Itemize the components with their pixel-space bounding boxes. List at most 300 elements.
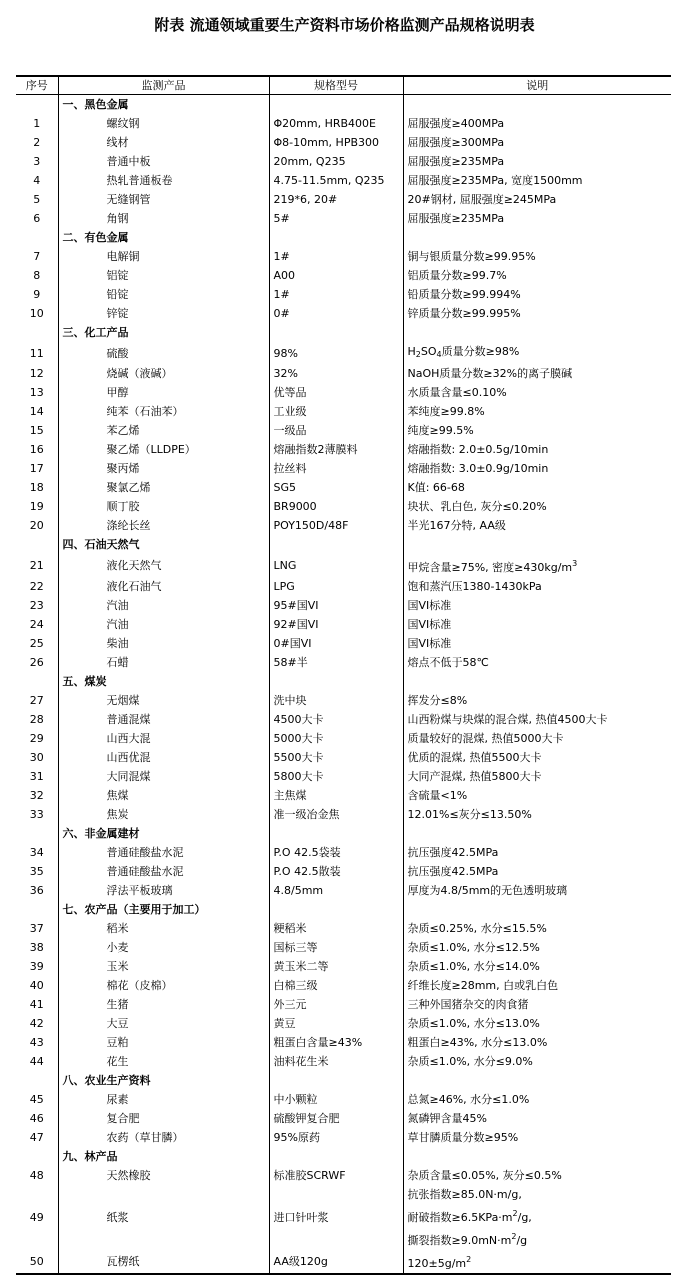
row-number: 25 xyxy=(29,637,44,650)
table-row xyxy=(16,209,671,228)
row-number: 43 xyxy=(29,1036,44,1049)
row-desc: NaOH质量分数≥32%的离子膜碱 xyxy=(403,364,671,383)
category-row xyxy=(16,900,671,919)
row-desc xyxy=(403,323,671,342)
desc-line: 撕裂指数$\ge 9.0mN\cdot m^2/g$ xyxy=(407,1232,528,1247)
table-row xyxy=(16,729,671,748)
table-row xyxy=(16,133,671,152)
row-product: 普通硅酸盐水泥 xyxy=(58,862,269,881)
row-spec xyxy=(269,672,403,691)
row-product: 角钢 xyxy=(58,209,269,228)
table-row xyxy=(16,383,671,402)
row-number: 50 xyxy=(16,1250,58,1274)
row-number: 49 xyxy=(29,1211,44,1224)
category-row xyxy=(16,323,671,342)
row-number: 30 xyxy=(29,751,44,764)
row-desc: 铜与银质量分数≥99.95% xyxy=(403,247,671,266)
table-row xyxy=(16,1128,671,1147)
row-product: 涤纶长丝 xyxy=(58,516,269,535)
header-row xyxy=(16,76,671,95)
category-row xyxy=(16,824,671,843)
table-row xyxy=(16,1166,671,1185)
row-spec: 58#半 xyxy=(269,653,403,672)
row-spec: LPG xyxy=(269,577,403,596)
row-desc: 总氮≥46%, 水分≤1.0% xyxy=(403,1090,671,1109)
row-number: 46 xyxy=(29,1112,44,1125)
row-number: 47 xyxy=(29,1131,44,1144)
row-number: 10 xyxy=(29,307,44,320)
row-spec: 219*6, 20# xyxy=(269,190,403,209)
row-product: 无烟煤 xyxy=(58,691,269,710)
row-product: 尿素 xyxy=(58,1090,269,1109)
row-number: 6 xyxy=(33,212,41,225)
row-spec: 粳稻米 xyxy=(269,919,403,938)
row-number: 29 xyxy=(29,732,44,745)
row-product: 线材 xyxy=(58,133,269,152)
header-product: 监测产品 xyxy=(58,76,269,95)
row-spec: 98% xyxy=(269,342,403,364)
row-desc: K值: 66-68 xyxy=(403,478,671,497)
row-number: 20 xyxy=(29,519,44,532)
row-desc: 块状、乳白色, 灰分≤0.20% xyxy=(403,497,671,516)
row-desc: 水质量含量≤0.10% xyxy=(403,383,671,402)
row-product: 豆粕 xyxy=(58,1033,269,1052)
row-number: 4 xyxy=(33,174,41,187)
table-row xyxy=(16,843,671,862)
row-product: 稻米 xyxy=(58,919,269,938)
row-desc: 纯度≥99.5% xyxy=(403,421,671,440)
row-desc: 熔融指数: 3.0±0.9g/10min xyxy=(403,459,671,478)
row-desc xyxy=(403,1071,671,1090)
row-spec xyxy=(269,228,403,247)
row-desc: 20#钢材, 屈服强度≥245MPa xyxy=(403,190,671,209)
row-spec: 92#国VI xyxy=(269,615,403,634)
row-desc: $120\pm 5g/m^2$ xyxy=(403,1250,671,1274)
row-desc: 杂质≤1.0%, 水分≤12.5% xyxy=(403,938,671,957)
row-number xyxy=(16,323,58,342)
row-number: 38 xyxy=(29,941,44,954)
row-product: 硫酸 xyxy=(58,342,269,364)
row-spec: 粗蛋白含量≥43% xyxy=(269,1033,403,1052)
row-number xyxy=(16,535,58,554)
category-row xyxy=(16,95,671,115)
row-desc: 国VI标准 xyxy=(403,634,671,653)
row-product: 锌锭 xyxy=(58,304,269,323)
row-desc: 杂质≤1.0%, 水分≤9.0% xyxy=(403,1052,671,1071)
table-row xyxy=(16,919,671,938)
row-product: 大同混煤 xyxy=(58,767,269,786)
row-desc: 屈服强度≥235MPa xyxy=(403,152,671,171)
row-number: 21 xyxy=(29,559,44,572)
row-spec: 黄豆 xyxy=(269,1014,403,1033)
row-desc xyxy=(403,1185,671,1250)
row-desc: 屈服强度≥235MPa, 宽度1500mm xyxy=(403,171,671,190)
row-product: 聚乙烯（LLDPE） xyxy=(58,440,269,459)
row-spec: 1# xyxy=(269,285,403,304)
table-row xyxy=(16,976,671,995)
category-label: 七、农产品（主要用于加工） xyxy=(58,900,269,919)
row-number: 12 xyxy=(29,367,44,380)
table-row xyxy=(16,805,671,824)
row-number xyxy=(16,672,58,691)
row-product: 焦炭 xyxy=(58,805,269,824)
table-row xyxy=(16,596,671,615)
row-spec: 油料花生米 xyxy=(269,1052,403,1071)
row-number: 15 xyxy=(29,424,44,437)
row-spec: LNG xyxy=(269,554,403,577)
row-desc: 氮磷钾含量45% xyxy=(403,1109,671,1128)
row-spec: 标准胶SCRWF xyxy=(269,1166,403,1185)
row-number: 17 xyxy=(29,462,44,475)
row-spec: 拉丝料 xyxy=(269,459,403,478)
row-product: 普通混煤 xyxy=(58,710,269,729)
row-product: 顺丁胶 xyxy=(58,497,269,516)
row-number: 19 xyxy=(29,500,44,513)
category-label: 五、煤炭 xyxy=(58,672,269,691)
row-product: 普通硅酸盐水泥 xyxy=(58,843,269,862)
table-row xyxy=(16,190,671,209)
row-number: 22 xyxy=(29,580,44,593)
table-row xyxy=(16,342,671,364)
table-row xyxy=(16,615,671,634)
table-row xyxy=(16,881,671,900)
header-spec: 规格型号 xyxy=(269,76,403,95)
row-product: 螺纹钢 xyxy=(58,114,269,133)
row-number: 11 xyxy=(29,346,44,360)
category-label: 二、有色金属 xyxy=(58,228,269,247)
row-desc: 抗压强度42.5MPa xyxy=(403,843,671,862)
category-label: 八、农业生产资料 xyxy=(58,1071,269,1090)
row-number: 7 xyxy=(33,250,41,263)
row-number xyxy=(16,95,58,115)
row-spec: 0# xyxy=(269,304,403,323)
row-desc: 国VI标准 xyxy=(403,596,671,615)
row-desc: 铅质量分数≥99.994% xyxy=(403,285,671,304)
table-row xyxy=(16,459,671,478)
row-number: 40 xyxy=(29,979,44,992)
row-desc: 饱和蒸汽压1380-1430kPa xyxy=(403,577,671,596)
row-number: 13 xyxy=(29,386,44,399)
row-desc: 三种外国猪杂交的肉食猪 xyxy=(403,995,671,1014)
table-row xyxy=(16,957,671,976)
row-number: 27 xyxy=(29,694,44,707)
table-row xyxy=(16,767,671,786)
row-product: 甲醇 xyxy=(58,383,269,402)
row-spec: 国标三等 xyxy=(269,938,403,957)
row-spec: P.O 42.5袋装 xyxy=(269,843,403,862)
header-no: 序号 xyxy=(16,76,58,95)
row-spec: 工业级 xyxy=(269,402,403,421)
row-number: 1 xyxy=(33,117,41,130)
table-row xyxy=(16,1109,671,1128)
row-spec: 准一级冶金焦 xyxy=(269,805,403,824)
row-spec: 4500大卡 xyxy=(269,710,403,729)
category-row xyxy=(16,1071,671,1090)
row-spec: Φ8-10mm, HPB300 xyxy=(269,133,403,152)
row-product: 普通中板 xyxy=(58,152,269,171)
row-number xyxy=(16,1147,58,1166)
row-number: 8 xyxy=(33,269,41,282)
table-row xyxy=(16,440,671,459)
row-desc: 锌质量分数≥99.995% xyxy=(403,304,671,323)
row-product: 纯苯（石油苯） xyxy=(58,402,269,421)
row-number: 41 xyxy=(29,998,44,1011)
row-spec xyxy=(269,1071,403,1090)
desc-line: 耐破指数$\ge 6.5KPa\cdot m^2/g$, xyxy=(407,1209,532,1224)
row-spec xyxy=(269,323,403,342)
row-product: 烧碱（液碱） xyxy=(58,364,269,383)
desc-line: 抗张指数≥85.0N·m/g, xyxy=(407,1188,522,1201)
row-product: 苯乙烯 xyxy=(58,421,269,440)
row-desc: 屈服强度≥300MPa xyxy=(403,133,671,152)
row-product: 天然橡胶 xyxy=(58,1166,269,1185)
row-number: 31 xyxy=(29,770,44,783)
row-number: 36 xyxy=(29,884,44,897)
row-number: 2 xyxy=(33,136,41,149)
table-row xyxy=(16,304,671,323)
row-number: 3 xyxy=(33,155,41,168)
row-spec: 黄玉米二等 xyxy=(269,957,403,976)
row-desc: 铝质量分数≥99.7% xyxy=(403,266,671,285)
row-spec: POY150D/48F xyxy=(269,516,403,535)
table-row xyxy=(16,554,671,577)
row-product: 生猪 xyxy=(58,995,269,1014)
row-product: 玉米 xyxy=(58,957,269,976)
row-desc: 甲烷含量≥75%, 密度$\ge 430kg/m^3$ xyxy=(403,554,671,577)
row-desc xyxy=(403,535,671,554)
row-desc: 苯纯度≥99.8% xyxy=(403,402,671,421)
row-product: 农药（草甘膦） xyxy=(58,1128,269,1147)
row-product: 聚氯乙烯 xyxy=(58,478,269,497)
table-row xyxy=(16,653,671,672)
row-spec: 4.8/5mm xyxy=(269,881,403,900)
spec-table xyxy=(16,75,671,1275)
table-row xyxy=(16,247,671,266)
row-desc xyxy=(403,1147,671,1166)
header-desc: 说明 xyxy=(403,76,671,95)
table-row xyxy=(16,1033,671,1052)
row-number: 14 xyxy=(29,405,44,418)
row-spec xyxy=(269,1147,403,1166)
row-spec: 熔融指数2薄膜料 xyxy=(269,440,403,459)
row-spec: A00 xyxy=(269,266,403,285)
row-product: 汽油 xyxy=(58,615,269,634)
row-number xyxy=(16,228,58,247)
row-spec: 一级品 xyxy=(269,421,403,440)
row-product: 复合肥 xyxy=(58,1109,269,1128)
row-number xyxy=(16,900,58,919)
row-desc xyxy=(403,95,671,115)
row-product: 无缝钢管 xyxy=(58,190,269,209)
row-desc: 挥发分≤8% xyxy=(403,691,671,710)
row-spec xyxy=(269,535,403,554)
row-product: 电解铜 xyxy=(58,247,269,266)
row-product: 小麦 xyxy=(58,938,269,957)
table-row xyxy=(16,1052,671,1071)
row-spec: 32% xyxy=(269,364,403,383)
row-number: 48 xyxy=(29,1169,44,1182)
row-spec: 中小颗粒 xyxy=(269,1090,403,1109)
row-desc: 杂质≤0.25%, 水分≤15.5% xyxy=(403,919,671,938)
category-label: 一、黑色金属 xyxy=(58,95,269,115)
row-desc: 大同产混煤, 热值5800大卡 xyxy=(403,767,671,786)
row-desc: 草甘膦质量分数≥95% xyxy=(403,1128,671,1147)
row-spec: 20mm, Q235 xyxy=(269,152,403,171)
category-label: 六、非金属建材 xyxy=(58,824,269,843)
row-desc: 熔点不低于58℃ xyxy=(403,653,671,672)
row-spec xyxy=(269,824,403,843)
category-label: 九、林产品 xyxy=(58,1147,269,1166)
row-desc: 粗蛋白≥43%, 水分≤13.0% xyxy=(403,1033,671,1052)
row-spec: 1# xyxy=(269,247,403,266)
table-row xyxy=(16,402,671,421)
table-row xyxy=(16,516,671,535)
row-number: 32 xyxy=(29,789,44,802)
row-spec: P.O 42.5散装 xyxy=(269,862,403,881)
row-desc: 12.01%≤灰分≤13.50% xyxy=(403,805,671,824)
table-row xyxy=(16,862,671,881)
row-number xyxy=(16,824,58,843)
row-number: 39 xyxy=(29,960,44,973)
table-row xyxy=(16,1014,671,1033)
row-desc: 质量较好的混煤, 热值5000大卡 xyxy=(403,729,671,748)
row-spec: 5# xyxy=(269,209,403,228)
row-desc xyxy=(403,900,671,919)
row-desc: 屈服强度≥235MPa xyxy=(403,209,671,228)
row-number xyxy=(16,1071,58,1090)
row-desc: 抗压强度42.5MPa xyxy=(403,862,671,881)
row-desc: 国VI标准 xyxy=(403,615,671,634)
table-row xyxy=(16,421,671,440)
row-spec: Φ20mm, HRB400E xyxy=(269,114,403,133)
category-row xyxy=(16,535,671,554)
row-spec: 4.75-11.5mm, Q235 xyxy=(269,171,403,190)
row-spec xyxy=(269,95,403,115)
row-desc: H2SO4质量分数≥98% xyxy=(403,342,671,364)
table-row xyxy=(16,497,671,516)
table-row xyxy=(16,1185,671,1250)
row-product: 汽油 xyxy=(58,596,269,615)
table-row xyxy=(16,748,671,767)
row-product: 液化天然气 xyxy=(58,554,269,577)
row-number: 9 xyxy=(33,288,41,301)
table-row xyxy=(16,995,671,1014)
table-row xyxy=(16,786,671,805)
row-product: 大豆 xyxy=(58,1014,269,1033)
row-number: 5 xyxy=(33,193,41,206)
row-number: 23 xyxy=(29,599,44,612)
row-product: 焦煤 xyxy=(58,786,269,805)
page-title: 附表 流通领域重要生产资料市场价格监测产品规格说明表 xyxy=(154,16,535,34)
row-desc: 屈服强度≥400MPa xyxy=(403,114,671,133)
table-row xyxy=(16,171,671,190)
row-desc: 杂质含量≤0.05%, 灰分≤0.5% xyxy=(403,1166,671,1185)
row-spec: 白棉三级 xyxy=(269,976,403,995)
row-number: 16 xyxy=(29,443,44,456)
row-spec: SG5 xyxy=(269,478,403,497)
row-desc: 山西粉煤与块煤的混合煤, 热值4500大卡 xyxy=(403,710,671,729)
row-spec: 优等品 xyxy=(269,383,403,402)
table-row xyxy=(16,577,671,596)
row-spec: 硫酸钾复合肥 xyxy=(269,1109,403,1128)
row-product: 铅锭 xyxy=(58,285,269,304)
row-number: 37 xyxy=(29,922,44,935)
row-spec: 5000大卡 xyxy=(269,729,403,748)
row-desc: 熔融指数: 2.0±0.5g/10min xyxy=(403,440,671,459)
row-desc: 优质的混煤, 热值5500大卡 xyxy=(403,748,671,767)
row-spec: BR9000 xyxy=(269,497,403,516)
row-number: 24 xyxy=(29,618,44,631)
table-row xyxy=(16,710,671,729)
table-row xyxy=(16,691,671,710)
row-spec: 外三元 xyxy=(269,995,403,1014)
table-row xyxy=(16,152,671,171)
row-spec: 进口针叶浆 xyxy=(269,1185,403,1250)
row-number: 44 xyxy=(29,1055,44,1068)
table-row xyxy=(16,266,671,285)
table-row xyxy=(16,1090,671,1109)
row-product: 山西大混 xyxy=(58,729,269,748)
row-product: 热轧普通板卷 xyxy=(58,171,269,190)
row-number: 33 xyxy=(29,808,44,821)
row-spec: 95%原药 xyxy=(269,1128,403,1147)
row-product: 石蜡 xyxy=(58,653,269,672)
table-row xyxy=(16,478,671,497)
table-row xyxy=(16,1250,671,1274)
row-spec: 5800大卡 xyxy=(269,767,403,786)
category-row xyxy=(16,1147,671,1166)
row-spec: 0#国VI xyxy=(269,634,403,653)
row-desc xyxy=(403,228,671,247)
row-desc: 含硫量<1% xyxy=(403,786,671,805)
row-spec: 5500大卡 xyxy=(269,748,403,767)
row-desc: 厚度为4.8/5mm的无色透明玻璃 xyxy=(403,881,671,900)
row-number: 26 xyxy=(29,656,44,669)
table-row xyxy=(16,114,671,133)
row-product: 浮法平板玻璃 xyxy=(58,881,269,900)
row-product: 山西优混 xyxy=(58,748,269,767)
row-desc xyxy=(403,672,671,691)
row-desc xyxy=(403,824,671,843)
row-number: 18 xyxy=(29,481,44,494)
table-row xyxy=(16,285,671,304)
row-product: 花生 xyxy=(58,1052,269,1071)
table-row xyxy=(16,634,671,653)
row-product: 液化石油气 xyxy=(58,577,269,596)
row-product: 聚丙烯 xyxy=(58,459,269,478)
row-number: 28 xyxy=(29,713,44,726)
row-number: 45 xyxy=(29,1093,44,1106)
row-product: 瓦楞纸 xyxy=(58,1250,269,1274)
row-product: 纸浆 xyxy=(58,1185,269,1250)
table-row xyxy=(16,938,671,957)
row-product: 棉花（皮棉） xyxy=(58,976,269,995)
row-number: 42 xyxy=(29,1017,44,1030)
category-row xyxy=(16,228,671,247)
category-label: 四、石油天然气 xyxy=(58,535,269,554)
row-spec: AA级120g xyxy=(269,1250,403,1274)
row-product: 柴油 xyxy=(58,634,269,653)
category-row xyxy=(16,672,671,691)
row-product: 铝锭 xyxy=(58,266,269,285)
row-number: 35 xyxy=(29,865,44,878)
category-label: 三、化工产品 xyxy=(58,323,269,342)
row-spec: 洗中块 xyxy=(269,691,403,710)
row-number: 34 xyxy=(29,846,44,859)
row-desc: 杂质≤1.0%, 水分≤14.0% xyxy=(403,957,671,976)
row-desc: 半光167分特, AA级 xyxy=(403,516,671,535)
table-body xyxy=(16,95,671,1275)
